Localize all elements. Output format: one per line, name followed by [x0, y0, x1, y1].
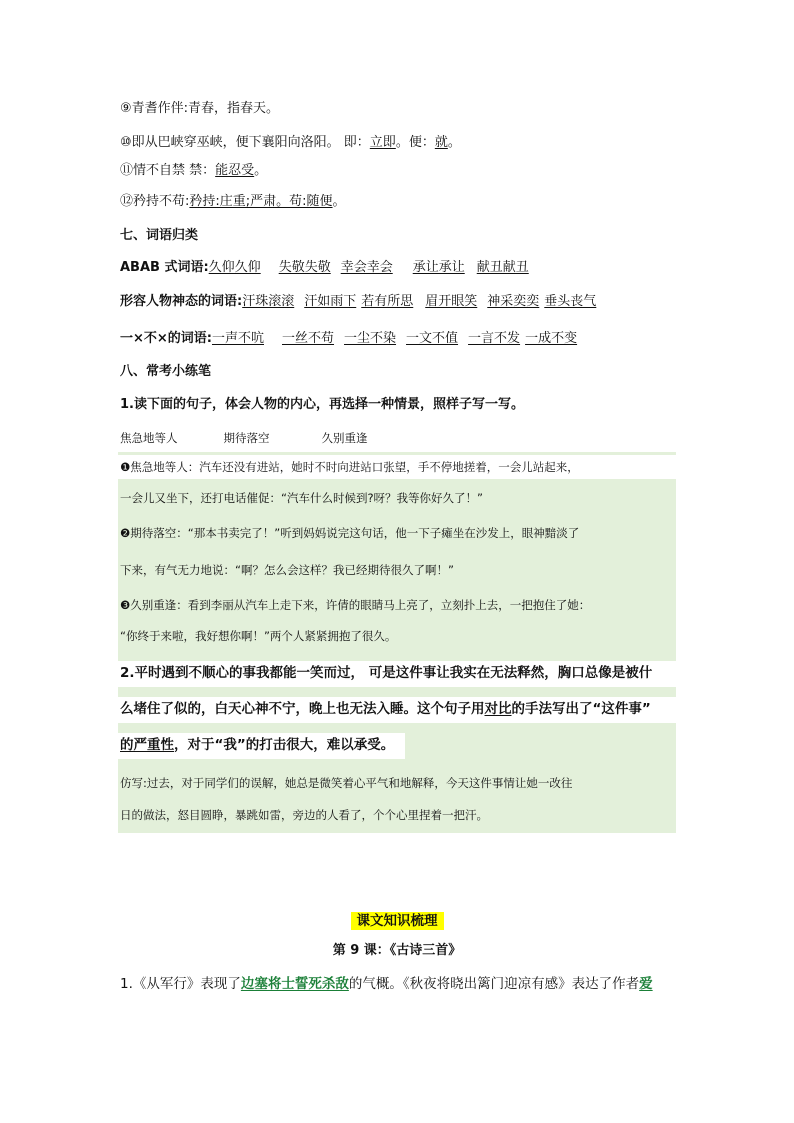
yix-word: 一声不吭: [211, 331, 264, 346]
item-10-num: ⑩: [120, 135, 132, 150]
item-11-num: ⑪: [120, 163, 134, 178]
item-11-answer: 能忍受: [215, 163, 255, 178]
abab-word: 幸会幸会: [340, 260, 393, 275]
yix-word: 一文不值: [406, 331, 459, 346]
item-9-num: ⑨: [120, 101, 132, 116]
section-8-title: 八、常考小练笔: [120, 364, 212, 379]
abab-word: 献丑献丑: [476, 260, 529, 275]
shentai-label: 形容人物神态的词语:: [120, 294, 243, 309]
item-12-text-2: 。: [332, 194, 346, 209]
example-2-line-2: 下来，有气无力地说：“啊？怎么会这样？我已经期待很久了啊！”: [120, 563, 454, 577]
question-2-text-2: 的手法写出了“这件事”: [511, 701, 651, 717]
item-12-answer: 矜持:庄重;严肃。苟:随便: [189, 194, 333, 209]
yix-words-row: [120, 330, 577, 348]
example-2-line-1: ❷期待落空：“那本书卖完了！”听到妈妈说完这句话，他一下子瘫坐在沙发上，眼神黯淡了: [120, 526, 580, 540]
shentai-words-row: [120, 293, 596, 311]
yix-word: 一言不发: [468, 331, 521, 346]
item-10-text: 即从巴峡穿巫峡，便下襄阳向洛阳。 即：: [131, 135, 370, 150]
question-2-answer-severity: 的严重性: [120, 737, 174, 753]
abab-word: 承让承让: [412, 260, 465, 275]
lesson-answer: 边塞将士誓死杀敌: [240, 976, 349, 992]
lesson-text-2: 的气概。《秋夜将晓出篱门迎凉有感》表达了作者: [348, 976, 640, 992]
lesson-text: 1.《从军行》表现了: [120, 976, 241, 992]
question-2-text: 么堵住了似的，白天心神不宁，晚上也无法入睡。这个句子用: [120, 701, 485, 717]
abab-word: 失敬失敬: [278, 260, 331, 275]
imitation-line-1: 仿写:过去，对于同学们的误解，她总是微笑着心平气和地解释，今天这件事情让她一改往: [120, 776, 573, 790]
question-2-line-1: 2.平时遇到不顺心的事我都能一笑而过， 可是这件事让我实在无法释然，胸口总像是被什: [120, 665, 653, 681]
yix-word: 一丝不苟: [282, 331, 335, 346]
item-11-text-2: 。: [254, 163, 268, 178]
item-12-text: 矜持不苟:: [133, 194, 190, 209]
abab-words-row: [120, 259, 529, 277]
example-1-line-2: 一会儿又坐下，还打电话催促：“汽车什么时候到?呀？我等你好久了！”: [120, 491, 484, 505]
item-9: [120, 100, 279, 118]
shentai-word: 汗珠滚滚: [242, 294, 295, 309]
item-10-text-3: 。: [447, 135, 461, 150]
scenario-options: [120, 429, 368, 447]
yix-word: 一成不变: [525, 331, 578, 346]
item-12: [120, 193, 346, 211]
scenario-option: 焦急地等人: [120, 431, 178, 445]
question-2-text-3: ，对于“我”的打击很大，难以承受。: [174, 737, 395, 753]
yix-word: 一尘不染: [344, 331, 397, 346]
example-3-line-1: ❸久别重逢：看到李丽从汽车上走下来，许倩的眼睛马上亮了，立刻扑上去，一把抱住了她：: [120, 598, 591, 612]
lesson-subtitle: 第 9 课：《古诗三首》: [332, 943, 462, 958]
item-10: [120, 134, 461, 152]
abab-label: ABAB 式词语:: [120, 260, 209, 275]
shentai-word: 垂头丧气: [544, 294, 597, 309]
example-1-line-1: ❶焦急地等人：汽车还没有进站，她时不时向进站口张望，手不停地搓着，一会儿站起来，: [120, 460, 579, 474]
item-10-answer-2: 就: [434, 135, 448, 150]
shentai-word: 汗如雨下: [304, 294, 357, 309]
abab-word: 久仰久仰: [208, 260, 261, 275]
imitation-line-2: 日的做法，怒目圆睁，暴跳如雷，旁边的人看了，个个心里捏着一把汗。: [120, 808, 488, 822]
shentai-word: 若有所思: [361, 294, 414, 309]
yix-label: 一×不×的词语:: [120, 331, 212, 346]
lesson-heading: 课文知识梳理: [351, 912, 444, 930]
item-10-text-2: 。便：: [395, 135, 435, 150]
shentai-word: 眉开眼笑: [425, 294, 478, 309]
scenario-option: 期待落空: [223, 431, 270, 445]
item-12-num: ⑫: [120, 194, 134, 209]
shentai-word: 神采奕奕: [487, 294, 540, 309]
lesson-line-1: [120, 975, 653, 993]
item-11-text: 情不自禁 禁：: [133, 163, 216, 178]
question-1: 1.读下面的句子，体会人物的内心，再选择一种情景，照样子写一写。: [120, 397, 524, 412]
lesson-heading-wrap: [0, 909, 794, 929]
scenario-option: 久别重逢: [321, 431, 368, 445]
question-2-line-2: [120, 700, 651, 718]
section-7-title: 七、词语归类: [120, 228, 199, 243]
question-2-line-3: [120, 736, 394, 754]
item-10-answer-1: 立即: [369, 135, 396, 150]
lesson-answer-2: 爱: [639, 976, 653, 992]
item-11: [120, 162, 267, 180]
question-2-answer-contrast: 对比: [484, 701, 512, 717]
item-9-text: 青耆作伴:青春，指春天。: [131, 101, 280, 116]
example-3-line-2: “你终于来啦，我好想你啊！”两个人紧紧拥抱了很久。: [120, 629, 397, 643]
